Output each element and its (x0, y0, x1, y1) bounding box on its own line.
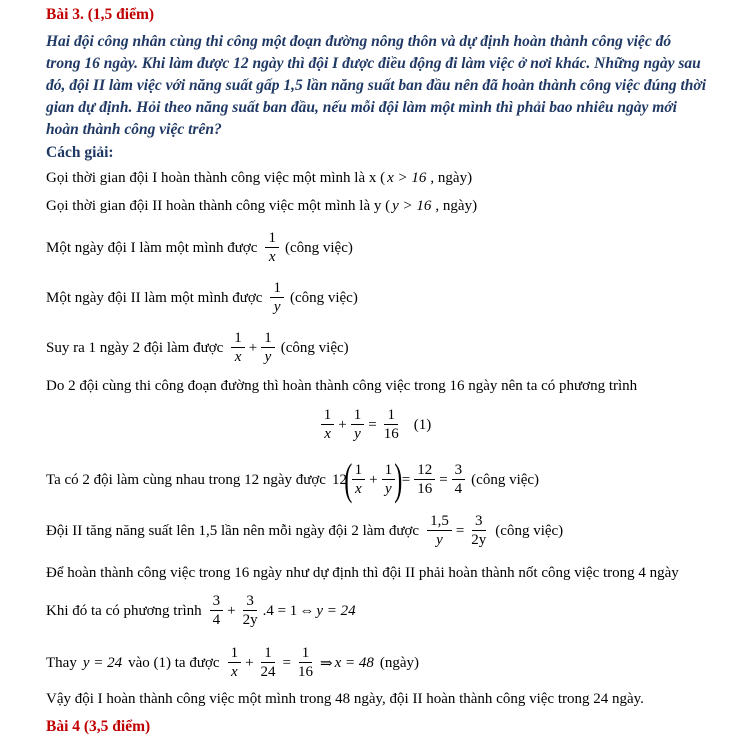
fraction: $\frac{3}{4}$ (210, 593, 224, 629)
unit: (công việc) (284, 239, 353, 256)
fraction: $\frac{1}{16}$ (383, 407, 399, 442)
solution-line-2 (46, 198, 477, 215)
fraction: $\frac{1}{y}$ (382, 462, 396, 498)
fraction: $\frac{1}{x}$ (352, 462, 366, 498)
unit: (ngày) (379, 654, 420, 671)
fraction-1-over-x: $\frac{1}{x}$ (265, 230, 279, 266)
text: Thay (46, 654, 77, 671)
text: Một ngày đội I làm một mình được (46, 239, 258, 256)
paren: ) (394, 455, 403, 504)
heading-bai4: Bài 4 (3,5 điểm) (46, 718, 151, 735)
expression: .4 = 1 (262, 602, 298, 619)
implies-symbol: ⇒ (320, 655, 333, 672)
fraction: $\frac{3}{2y}$ (242, 593, 258, 628)
solution-line-3 (46, 230, 353, 266)
text: vào (1) ta được (128, 654, 220, 671)
text: Suy ra 1 ngày 2 đội làm được (46, 339, 224, 356)
equation-1: $\frac{1}{x}$ + $\frac{1}{y}$ = $\frac{1}{16}$ (1) (0, 407, 750, 443)
solution-line-8: Đội II tăng năng suất lên 1,5 lần nên mỗi ngày đội 2 làm được $\frac{1,5}{y}$ = $\frac{3}{2y}$ (công việc) (46, 513, 564, 548)
substitution: y = 24 (82, 654, 123, 671)
result: y = 24 (316, 602, 356, 619)
solution-line-9 (46, 565, 679, 582)
text: Một ngày đội II làm một mình được (46, 289, 263, 306)
solution-line-12 (46, 691, 644, 708)
coefficient: 12 (331, 471, 347, 488)
solution-line-5: Suy ra 1 ngày 2 đội làm được $\frac{1}{x}$ + $\frac{1}{y}$ (công việc) (46, 330, 349, 365)
condition-y: y > 16 (392, 198, 432, 214)
fraction: $\frac{1,5}{y}$ (427, 513, 452, 549)
fraction: $\frac{1}{16}$ (298, 645, 313, 680)
unit: (công việc) (289, 289, 358, 306)
equation-label: (1) (413, 416, 432, 433)
fraction: $\frac{1}{x}$ (231, 330, 245, 366)
condition-x: x > 16 (387, 170, 427, 186)
heading-bai3: Bài 3. (1,5 điểm) (46, 6, 155, 23)
solution-line-6 (46, 378, 637, 395)
solution-line-10: Khi đó ta có phương trình $\frac{3}{4}$ + $\frac{3}{2y}$ .4 = 1 ⇔ y = 24 (46, 593, 356, 628)
fraction-1-over-y: $\frac{1}{y}$ (270, 280, 284, 316)
result: x = 48 (334, 654, 374, 671)
paren: ( (344, 455, 353, 504)
text: , ngày) (435, 198, 478, 214)
solution-line-7: Ta có 2 đội làm cùng nhau trong 12 ngày được 12 ( $\frac{1}{x}$ + $\frac{1}{y}$ ) = $\frac{12}{16}$ = $\frac{3}{4}$ (công việc) (46, 455, 540, 504)
unit: (công việc) (471, 471, 540, 488)
unit: (công việc) (495, 522, 564, 539)
iff-symbol: ⇔ (299, 602, 315, 619)
text: Khi đó ta có phương trình (46, 602, 202, 619)
fraction: $\frac{1}{x}$ (228, 645, 242, 681)
text: Để hoàn thành công việc trong 16 ngày như dự định thì đội II phải hoàn thành nốt công việc trong 4 ngày (46, 565, 679, 581)
fraction: $\frac{3}{2y}$ (471, 513, 487, 548)
solution-line-11: Thay y = 24 vào (1) ta được $\frac{1}{x}$ + $\frac{1}{24}$ = $\frac{1}{16}$ ⇒ x = 48 (ngày) (46, 645, 420, 680)
fraction: $\frac{3}{4}$ (452, 462, 466, 498)
text: Do 2 đội cùng thi công đoạn đường thì hoàn thành công việc trong 16 ngày nên ta có phương trình (46, 378, 638, 394)
text: Đội II tăng năng suất lên 1,5 lần nên mỗi ngày đội 2 làm được (46, 522, 420, 539)
heading-method: Cách giải: (46, 144, 114, 161)
fraction: $\frac{1}{24}$ (260, 645, 276, 680)
fraction: $\frac{12}{16}$ (414, 462, 435, 498)
text: Gọi thời gian đội II hoàn thành công việc một mình là y ( (46, 198, 391, 214)
fraction: $\frac{1}{y}$ (261, 330, 275, 366)
text: Gọi thời gian đội I hoàn thành công việc một mình là x ( (46, 170, 386, 186)
solution-line-1 (46, 170, 472, 187)
fraction: $\frac{1}{x}$ (321, 407, 335, 443)
problem-statement: Hai đội công nhân cùng thi công một đoạn đường nông thôn và dự định hoàn thành công việc đó trong 16 ngày. Khi làm được 12 ngày thì đội I được điều động đi làm việc ở nơi khác. Những ngày sau đó, đội II làm việc với năng suất gấp 1,5 lần năng suất ban đầu nên đã hoàn thành công việc đúng thời gian dự định. Hỏi theo năng suất ban đầu, nếu mỗi đội làm một mình thì phải bao nhiêu ngày mới hoàn thành công việc trên? (46, 33, 707, 138)
fraction: $\frac{1}{y}$ (351, 407, 365, 443)
text: , ngày) (430, 170, 473, 186)
unit: (công việc) (280, 339, 349, 356)
conclusion: Vậy đội I hoàn thành công việc một mình trong 48 ngày, đội II hoàn thành công việc trong 24 ngày. (46, 691, 644, 707)
text: Ta có 2 đội làm cùng nhau trong 12 ngày được (46, 471, 326, 488)
solution-line-4 (46, 280, 358, 316)
